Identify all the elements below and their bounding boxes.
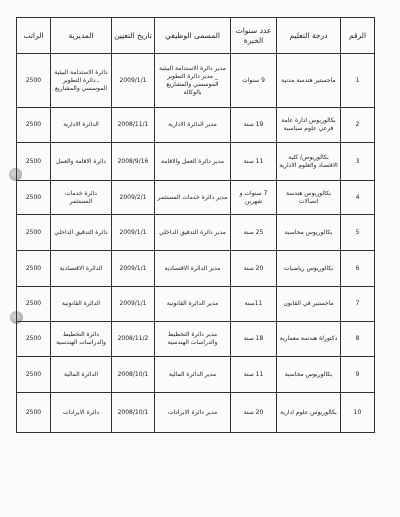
table-row [17,143,375,181]
header-directorate: المديرية [51,18,112,54]
row-number: 9 [341,357,375,393]
table-row [17,54,375,108]
row-directorate: الدائرة الاقتصادية [51,251,112,287]
table-row [17,322,375,357]
row-education: ماجستير هندسة مدنية [277,54,341,108]
row-hire-date: 2008/9/16 [112,143,155,181]
row-number: 5 [341,215,375,251]
row-salary: 2500 [17,54,51,108]
row-directorate: الدائرة المالية [51,357,112,393]
header-hire-date: تاريخ التعيين [112,18,155,54]
row-hire-date: 2008/11/2 [112,322,155,357]
table-row [17,181,375,215]
row-job-title: مدير دائرة خدمات المستثمر [155,181,231,215]
row-education: بكالوريوس ادارة عامة فرعي علوم سياسية [277,108,341,143]
row-education: بكالوريوس رياضيات [277,251,341,287]
row-hire-date: 2009/1/1 [112,251,155,287]
row-directorate: دائرة الاستدامة البيئية ـ دائرة التطوير الموسسي والمشاريع [51,54,112,108]
row-job-title: مدير دائرة الايرادات [155,393,231,433]
row-years: 25 سنة [231,215,277,251]
row-years: 18 سنة [231,322,277,357]
row-years: 11 سنة [231,143,277,181]
row-years: 20 سنة [231,251,277,287]
row-number: 4 [341,181,375,215]
row-directorate: دائرة التدقيق الداخلي [51,215,112,251]
row-hire-date: 2008/11/1 [112,108,155,143]
table-row [17,251,375,287]
row-years: 19 سنة [231,108,277,143]
row-salary: 2500 [17,181,51,215]
row-hire-date: 2009/1/1 [112,215,155,251]
row-directorate: الدائرة القانونية [51,287,112,322]
row-hire-date: 2009/2/1 [112,181,155,215]
row-number: 8 [341,322,375,357]
row-hire-date: 2009/1/1 [112,54,155,108]
header-number: الرقم [341,18,375,54]
row-hire-date: 2008/10/1 [112,357,155,393]
row-salary: 2500 [17,251,51,287]
row-number: 1 [341,54,375,108]
row-number: 2 [341,108,375,143]
row-salary: 2500 [17,143,51,181]
row-job-title: مدير الدائرة الاقتصادية [155,251,231,287]
row-years: 11 سنة [231,357,277,393]
row-salary: 2500 [17,287,51,322]
row-salary: 2500 [17,322,51,357]
row-directorate: دائرة خدمات المستثمر [51,181,112,215]
row-job-title: مدير الدائرة المالية [155,357,231,393]
row-job-title: مدير دائرة الاستدامة البيئية _ مدير دائرة التطوير الموسسي والمشاريع بالوكالة [155,54,231,108]
table-row [17,393,375,433]
table-row [17,108,375,143]
row-years: 20 سنة [231,393,277,433]
row-years: 11سنة [231,287,277,322]
table-row [17,357,375,393]
row-education: بكالوريوس محاسبة [277,357,341,393]
row-job-title: مدير دائرة التخطيط والدراسات الهندسية [155,322,231,357]
row-education: بكالوريوس/ كلية الاقتصاد والعلوم الادارية [277,143,341,181]
header-job-title: المسمى الوظيفي [155,18,231,54]
row-education: ماجستير في القانون [277,287,341,322]
row-number: 6 [341,251,375,287]
row-hire-date: 2008/10/1 [112,393,155,433]
row-salary: 2500 [17,108,51,143]
row-directorate: دائرة الايرادات [51,393,112,433]
row-number: 10 [341,393,375,433]
header-education: درجة التعليم [277,18,341,54]
row-directorate: الدائرة الادارية [51,108,112,143]
header-years: عدد سنوات الخبرة [231,18,277,54]
row-hire-date: 2009/1/1 [112,287,155,322]
employees-table [16,17,375,433]
row-salary: 2500 [17,215,51,251]
row-job-title: مدير دائرة العمل والاقامة [155,143,231,181]
header-salary: الراتب [17,18,51,54]
table-row [17,215,375,251]
row-education: دكتوراة هندسة معمارية [277,322,341,357]
row-job-title: مدير الدائرة القانونية [155,287,231,322]
row-salary: 2500 [17,357,51,393]
row-education: بكالوريوس محاسبة [277,215,341,251]
row-job-title: مدير الدائرة الادارية [155,108,231,143]
row-number: 3 [341,143,375,181]
row-years: 9 سنوات [231,54,277,108]
header-row [17,18,375,54]
row-directorate: دائرة التخطيط والدراسات الهندسية [51,322,112,357]
row-number: 7 [341,287,375,322]
row-salary: 2500 [17,393,51,433]
table-row [17,287,375,322]
row-education: بكالوريوس علوم ادارية [277,393,341,433]
row-directorate: دائرة الاقامة والعمل [51,143,112,181]
row-job-title: مدير دائرة التدقيق الداخلي [155,215,231,251]
row-years: 7 سنوات و شهرين [231,181,277,215]
row-education: بكالوريوس هندسة اتصالات [277,181,341,215]
